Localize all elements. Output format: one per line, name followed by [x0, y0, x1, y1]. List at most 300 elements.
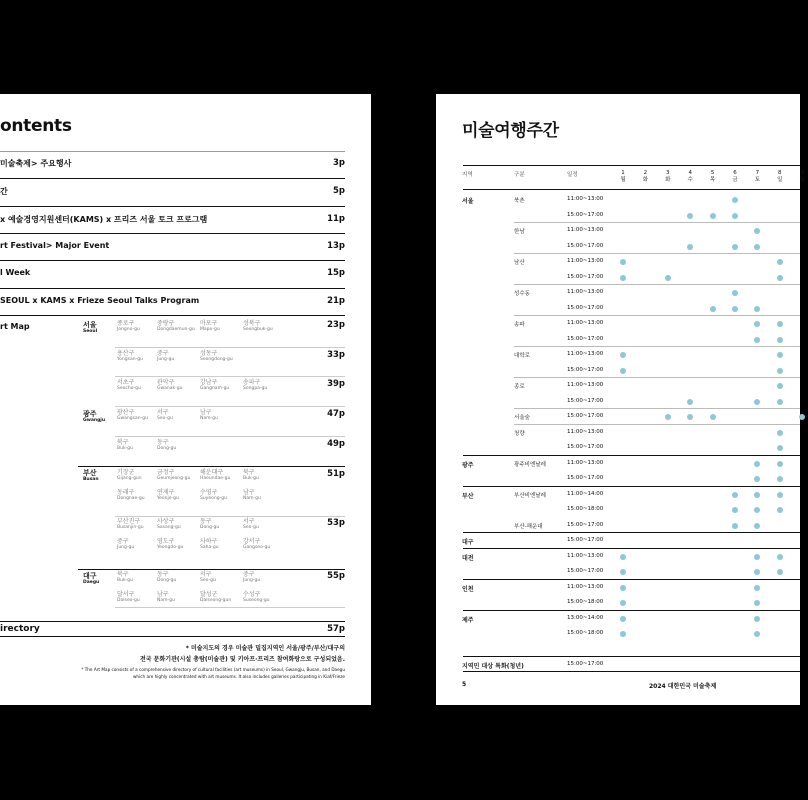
district-item[interactable] [117, 489, 145, 502]
divider [463, 671, 800, 672]
divider [514, 377, 800, 378]
district-item[interactable] [243, 591, 270, 604]
district-name: 금정구 [157, 469, 175, 476]
time-slot: 11:00~13:00 [567, 552, 604, 559]
region-label: 광주 [462, 461, 474, 469]
footnote-ko-1: * 미술지도의 경우 미술관 밀집지역인 서울/광주/부산/대구의 [185, 645, 345, 652]
district-item[interactable] [157, 538, 183, 551]
schedule-dot[interactable] [732, 492, 738, 498]
district-name-en: Dong-gu [157, 446, 177, 451]
district-name: 성동구 [200, 350, 218, 357]
district-name-en: Jongno-gu [117, 327, 140, 332]
district-name-en: Gijang-gun [117, 476, 142, 481]
day-number: 5 [710, 170, 715, 176]
divider [115, 376, 345, 377]
time-slot: 11:00~13:00 [567, 428, 604, 435]
district-item[interactable] [157, 518, 181, 531]
art-map-label[interactable]: rt Map [0, 322, 30, 331]
district-name: 사하구 [200, 538, 218, 545]
schedule-dot[interactable] [777, 569, 783, 575]
district-name-en: Seocho-gu [117, 386, 141, 391]
schedule-dot[interactable] [777, 430, 783, 436]
art-map-page: 47p [327, 409, 345, 419]
district-item[interactable] [117, 409, 148, 422]
day-header [774, 170, 786, 184]
district-item[interactable] [157, 439, 176, 452]
region-label: 대구 [462, 539, 474, 546]
district-name: 동래구 [117, 489, 135, 496]
directory-page: 57p [327, 624, 345, 634]
day-weekday: 목 [709, 177, 716, 183]
district-item[interactable] [243, 489, 261, 502]
schedule-dot[interactable] [777, 554, 783, 560]
region-label: 대전 [462, 554, 474, 562]
schedule-dot[interactable] [687, 244, 693, 250]
schedule-dot[interactable] [754, 476, 760, 482]
schedule-dot[interactable] [620, 275, 626, 281]
schedule-dot[interactable] [777, 352, 783, 358]
district-name: 서구 [157, 409, 169, 416]
district-name-en: Buk-gu [243, 476, 259, 481]
district-item[interactable] [200, 350, 233, 363]
district-item[interactable] [243, 469, 259, 482]
header-category: 구분 [514, 172, 525, 178]
time-slot: 15:00~17:00 [567, 335, 604, 342]
district-name-en: Gwanak-gu [157, 386, 183, 391]
divider [463, 532, 800, 533]
schedule-dot[interactable] [754, 321, 760, 327]
divider [514, 284, 800, 285]
schedule-dot[interactable] [777, 275, 783, 281]
district-name-en: Jung-gu [157, 357, 175, 362]
district-item[interactable] [157, 409, 173, 422]
district-item[interactable] [243, 320, 273, 333]
schedule-dot[interactable] [665, 275, 671, 281]
schedule-dot[interactable] [687, 213, 693, 219]
district-name: 달성군 [200, 591, 218, 598]
district-name: 해운대구 [200, 469, 224, 476]
schedule-dot[interactable] [754, 569, 760, 575]
divider [514, 346, 800, 347]
region-label: 인천 [462, 585, 474, 593]
schedule-dot[interactable] [777, 259, 783, 265]
district-name-en: Seo-gu [200, 578, 216, 583]
district-name-en: Seo-gu [157, 416, 173, 421]
schedule-dot[interactable] [687, 399, 693, 405]
toc-item-label[interactable]: rt Festival> Major Event [0, 241, 110, 250]
divider [463, 486, 800, 487]
day-weekday: 화 [665, 177, 671, 183]
schedule-dot[interactable] [754, 523, 760, 529]
district-name: 동구 [157, 439, 169, 446]
district-item[interactable] [157, 489, 179, 502]
time-slot: 15:00~17:00 [567, 397, 604, 404]
time-slot: 15:00~17:00 [567, 273, 604, 280]
divider [514, 253, 800, 254]
district-item[interactable] [200, 320, 220, 333]
divider [514, 315, 800, 316]
venue-label: 부산비엔날레 [514, 492, 546, 499]
district-name-en: Busanjin-gu [117, 525, 144, 530]
district-item[interactable] [200, 379, 229, 392]
day-weekday: 수 [687, 177, 693, 183]
district-item[interactable] [117, 571, 133, 584]
district-item[interactable] [243, 379, 267, 392]
district-name: 중구 [243, 571, 255, 578]
toc-item-page: 5p [333, 186, 345, 196]
right-page [436, 94, 805, 705]
schedule-dot[interactable] [777, 399, 783, 405]
district-item[interactable] [117, 469, 142, 482]
venue-label: 북촌 [514, 198, 525, 204]
schedule-dot[interactable] [620, 585, 626, 591]
city-name-en: Daegu [83, 580, 100, 585]
time-slot: 15:00~17:00 [567, 537, 604, 543]
time-slot: 15:00~17:00 [567, 661, 604, 667]
art-map-page: 53p [327, 518, 345, 528]
time-slot: 11:00~13:00 [567, 382, 604, 388]
schedule-dot[interactable] [777, 461, 783, 467]
schedule-dot[interactable] [620, 352, 626, 358]
schedule-dot[interactable] [620, 600, 626, 606]
schedule-dot[interactable] [754, 600, 760, 606]
district-name-en: Dong-gu [157, 578, 177, 583]
schedule-dot[interactable] [754, 337, 760, 343]
district-name: 강서구 [243, 538, 261, 545]
footnote-en-1: * The Art Map consists of a comprehensive directory of cultural facilities (art museums) in Seoul, Gwangju, Busan, and Daegu [81, 667, 345, 672]
district-name: 서초구 [117, 379, 135, 386]
schedule-dot[interactable] [754, 585, 760, 591]
district-name: 수영구 [200, 489, 218, 496]
schedule-dot[interactable] [754, 554, 760, 560]
district-name: 달서구 [117, 591, 135, 598]
divider [463, 656, 800, 657]
divider [463, 548, 800, 549]
district-name-en: Jung-gu [243, 578, 261, 583]
city-name: 대구 [83, 572, 97, 580]
divider [0, 206, 345, 207]
district-name-en: Songpa-gu [243, 386, 268, 391]
district-name: 용산구 [117, 350, 135, 357]
schedule-dot[interactable] [777, 368, 783, 374]
directory-label[interactable]: irectory [0, 624, 40, 634]
day-header [617, 170, 629, 184]
toc-item-label[interactable]: 간 [0, 187, 8, 196]
day-header [796, 170, 808, 184]
toc-item-label[interactable]: l Week [0, 268, 31, 277]
district-name-en: Dong-gu [200, 525, 220, 530]
schedule-dot[interactable] [620, 368, 626, 374]
venue-label: 광주비엔날레 [514, 461, 546, 468]
district-name: 송파구 [243, 379, 261, 386]
schedule-dot[interactable] [665, 414, 671, 420]
day-number: 3 [666, 170, 670, 176]
day-header [662, 170, 674, 184]
district-name: 북구 [243, 469, 255, 476]
art-map-page: 39p [327, 379, 345, 389]
schedule-dot[interactable] [620, 616, 626, 622]
schedule-dot[interactable] [754, 228, 760, 234]
district-name-en: Gangnam-gu [200, 386, 230, 391]
district-name: 동구 [200, 518, 212, 525]
time-slot: 15:00~18:00 [567, 506, 604, 512]
divider [463, 579, 800, 580]
district-item[interactable] [200, 518, 219, 531]
divider [514, 408, 800, 409]
divider [463, 189, 800, 190]
region-label: 지역민 대상 특화(청년) [462, 663, 524, 670]
district-item[interactable] [200, 489, 227, 502]
divider [0, 315, 345, 316]
district-name: 서구 [243, 518, 255, 525]
venue-label: 종로 [514, 384, 525, 390]
divider [115, 347, 345, 348]
district-item[interactable] [157, 591, 175, 604]
district-name: 성북구 [243, 320, 261, 327]
art-map-page: 51p [327, 469, 345, 479]
district-item[interactable] [200, 571, 216, 584]
district-item[interactable] [117, 538, 134, 551]
day-weekday: 월 [799, 177, 805, 183]
schedule-dot[interactable] [754, 399, 760, 405]
day-number: 6 [733, 170, 737, 176]
region-label: 부산 [462, 492, 474, 500]
day-header [729, 170, 741, 184]
divider [115, 607, 345, 608]
day-number: 2 [643, 170, 648, 176]
district-name-en: Gangseo-gu [243, 545, 271, 550]
district-item[interactable] [157, 320, 195, 333]
art-map-page: 33p [327, 350, 345, 360]
city-name-en: Seoul [83, 329, 98, 334]
schedule-dot[interactable] [777, 337, 783, 343]
day-number: 9 [800, 170, 804, 176]
schedule-dot[interactable] [732, 507, 738, 513]
venue-label: 한남 [514, 229, 525, 235]
time-slot: 11:00~13:00 [567, 351, 604, 357]
region-label: 제주 [462, 616, 474, 624]
district-item[interactable] [117, 518, 144, 531]
schedule-dot[interactable] [710, 213, 716, 219]
time-slot: 15:00~17:00 [567, 521, 604, 528]
district-name-en: Seongbuk-gu [243, 327, 273, 332]
district-item[interactable] [157, 571, 176, 584]
toc-item-label[interactable]: x 예술경영지원센터(KAMS) x 프리즈 서울 토크 프로그램 [0, 215, 208, 224]
district-item[interactable] [200, 469, 230, 482]
schedule-dot[interactable] [754, 631, 760, 637]
day-header [751, 170, 763, 184]
district-item[interactable] [117, 350, 143, 363]
district-name-en: Saha-gu [200, 545, 219, 550]
district-item[interactable] [243, 571, 260, 584]
day-number: 7 [755, 170, 760, 176]
schedule-dot[interactable] [799, 414, 805, 420]
time-slot: 15:00~17:00 [567, 568, 604, 574]
district-name: 기장군 [117, 469, 135, 476]
time-slot: 15:00~17:00 [567, 242, 604, 249]
schedule-dot[interactable] [687, 414, 693, 420]
time-slot: 13:00~14:00 [567, 614, 604, 621]
schedule-dot[interactable] [710, 414, 716, 420]
schedule-dot[interactable] [732, 523, 738, 529]
divider [0, 636, 345, 637]
schedule-dot[interactable] [732, 244, 738, 250]
schedule-dot[interactable] [620, 631, 626, 637]
schedule-dot[interactable] [777, 507, 783, 513]
time-slot: 11:00~13:00 [567, 289, 604, 295]
divider [0, 178, 345, 179]
district-name: 종로구 [117, 320, 135, 327]
district-name-en: Buk-gu [117, 446, 133, 451]
district-name-en: Seongdong-gu [200, 357, 233, 362]
divider [0, 260, 345, 261]
time-slot: 11:00~13:00 [567, 583, 604, 590]
divider [0, 288, 345, 289]
district-name: 북구 [117, 571, 129, 578]
time-slot: 11:00~14:00 [567, 490, 604, 497]
time-slot: 15:00~17:00 [567, 304, 604, 311]
time-slot: 11:00~13:00 [567, 320, 604, 326]
schedule-dot[interactable] [754, 507, 760, 513]
toc-item-page: 15p [327, 268, 345, 278]
day-header [639, 170, 651, 184]
district-name-en: Yongsan-gu [117, 357, 143, 362]
district-name: 남구 [200, 409, 212, 416]
toc-item-page: 21p [327, 296, 345, 306]
divider [463, 455, 800, 456]
district-name-en: Mapo-gu [200, 327, 220, 332]
district-name-en: Gwangsan-gu [117, 416, 148, 421]
district-item[interactable] [200, 591, 231, 604]
district-item[interactable] [117, 591, 140, 604]
district-item[interactable] [117, 379, 141, 392]
time-slot: 11:00~13:00 [567, 258, 604, 264]
schedule-dot[interactable] [777, 445, 783, 451]
venue-label: 송파 [514, 322, 525, 328]
day-header [707, 170, 719, 184]
time-slot: 15:00~18:00 [567, 630, 604, 636]
district-name-en: Dongdaemun-gu [157, 327, 195, 332]
left-page [0, 94, 371, 705]
schedule-dot[interactable] [732, 306, 738, 312]
district-item[interactable] [157, 350, 174, 363]
time-slot: 15:00~18:00 [567, 599, 604, 605]
day-number: 8 [778, 170, 782, 176]
schedule-dot[interactable] [777, 383, 783, 389]
schedule-dot[interactable] [754, 244, 760, 250]
toc-item-label[interactable]: 미술축제> 주요행사 [0, 159, 72, 168]
city-name-en: Busan [83, 477, 99, 482]
district-name: 수성구 [243, 591, 261, 598]
time-slot: 15:00~17:00 [567, 475, 604, 481]
day-weekday: 금 [732, 177, 738, 183]
venue-label: 대학로 [514, 353, 530, 359]
schedule-dot[interactable] [777, 321, 783, 327]
district-name: 광산구 [117, 409, 135, 416]
district-name: 관악구 [157, 379, 175, 386]
divider [0, 151, 345, 152]
footnote-en-2: which are highly concentrated with art museums. It also includes galleries participating in Kiaf/Frieze [132, 674, 345, 679]
district-name-en: Sasang-gu [157, 525, 181, 530]
district-name: 중구 [117, 538, 129, 545]
district-name: 마포구 [200, 320, 218, 327]
schedule-dot[interactable] [732, 290, 738, 296]
city-name-en: Gwangju [83, 418, 106, 423]
day-header [684, 170, 696, 184]
divider [463, 165, 800, 166]
district-name: 중구 [157, 350, 169, 357]
district-item[interactable] [200, 538, 219, 551]
district-name-en: Nam-gu [157, 598, 175, 603]
art-map-page: 23p [327, 320, 345, 330]
district-name-en: Dalseong-gun [200, 598, 232, 603]
district-item[interactable] [117, 439, 133, 452]
district-item[interactable] [117, 320, 140, 333]
toc-item-page: 13p [327, 241, 345, 251]
district-name-en: Nam-gu [243, 496, 261, 501]
district-name-en: Nam-gu [200, 416, 218, 421]
district-name: 남구 [243, 489, 255, 496]
city-name: 부산 [83, 469, 97, 477]
day-number: 1 [621, 170, 625, 176]
footer-page-number: 5 [462, 681, 467, 688]
venue-label: 성수동 [514, 291, 530, 297]
schedule-dot[interactable] [620, 554, 626, 560]
schedule-dot[interactable] [754, 616, 760, 622]
footer-title: 2024 대한민국 미술축제 [649, 683, 717, 690]
district-item[interactable] [200, 409, 218, 422]
district-name: 동구 [157, 571, 169, 578]
divider [463, 610, 800, 611]
header-region: 지역 [462, 172, 473, 178]
district-name-en: Dongnae-gu [117, 496, 145, 501]
divider [514, 424, 800, 425]
schedule-dot[interactable] [710, 306, 716, 312]
schedule-dot[interactable] [777, 492, 783, 498]
schedule-dot[interactable] [754, 306, 760, 312]
district-name-en: Jung-gu [117, 545, 135, 550]
divider [0, 233, 345, 234]
district-item[interactable] [157, 379, 182, 392]
schedule-dot[interactable] [732, 213, 738, 219]
header-date: 일정 [567, 172, 578, 178]
city-name: 광주 [83, 410, 97, 418]
divider [0, 621, 345, 622]
time-slot: 15:00~17:00 [567, 211, 604, 218]
district-item[interactable] [243, 538, 270, 551]
time-slot: 11:00~13:00 [567, 227, 604, 233]
district-item[interactable] [157, 469, 190, 482]
schedule-dot[interactable] [754, 461, 760, 467]
schedule-dot[interactable] [754, 492, 760, 498]
toc-item-label[interactable]: SEOUL x KAMS x Frieze Seoul Talks Program [0, 296, 200, 305]
day-weekday: 일 [777, 177, 783, 183]
schedule-dot[interactable] [620, 259, 626, 265]
divider [115, 436, 345, 437]
art-map-page: 55p [327, 571, 345, 581]
art-map-page: 49p [327, 439, 345, 449]
district-name: 부산진구 [117, 518, 141, 525]
district-name-en: Suseong-gu [243, 598, 270, 603]
time-slot: 15:00~17:00 [567, 413, 604, 419]
schedule-dot[interactable] [777, 476, 783, 482]
district-name: 남구 [157, 591, 169, 598]
district-item[interactable] [243, 518, 259, 531]
schedule-dot[interactable] [732, 197, 738, 203]
day-number: 4 [688, 170, 692, 176]
schedule-dot[interactable] [620, 569, 626, 575]
district-name: 사상구 [157, 518, 175, 525]
